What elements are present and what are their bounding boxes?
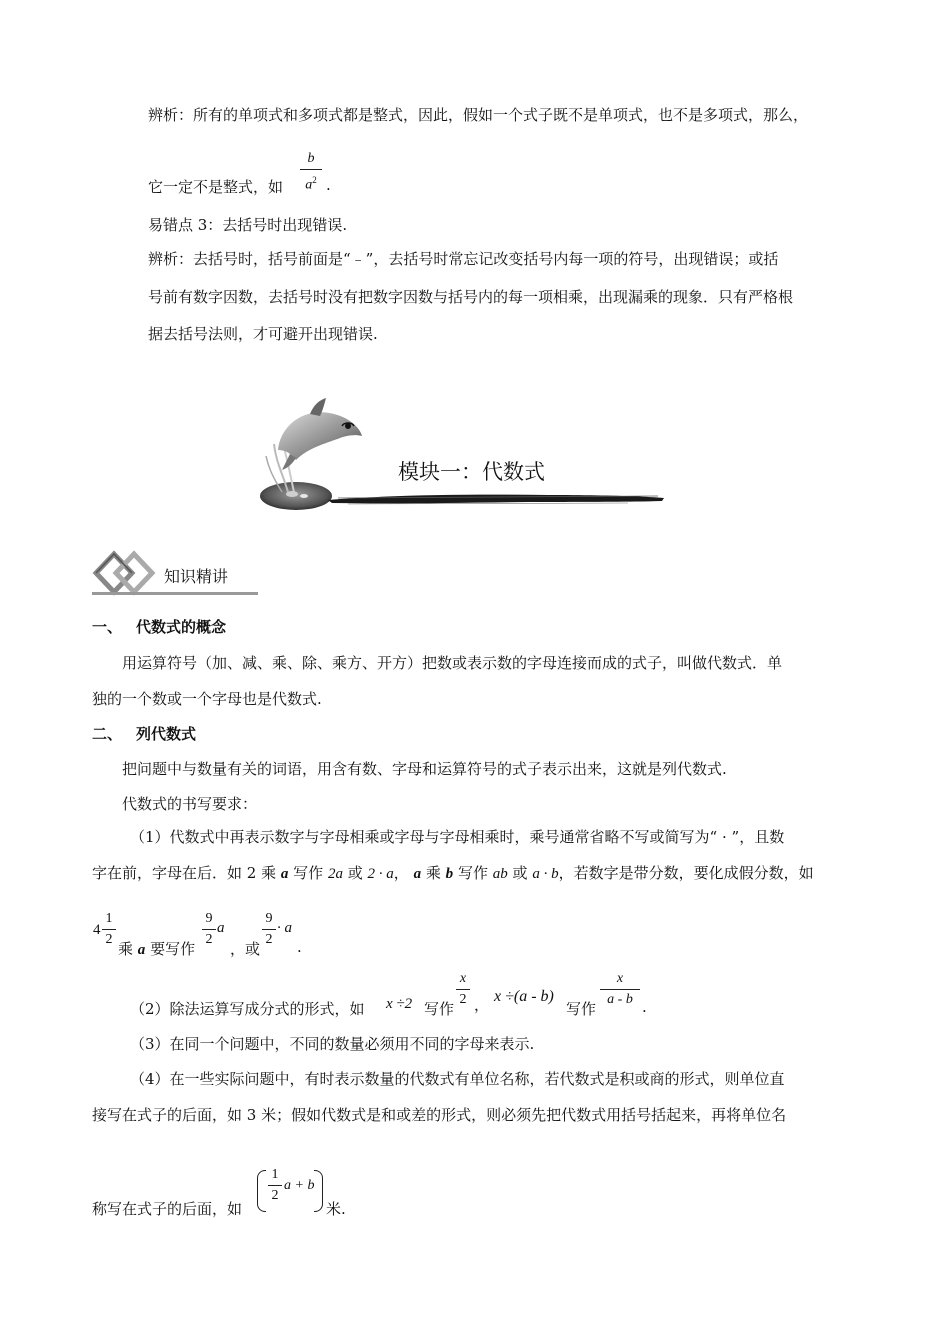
section-1-number: 一、 (92, 618, 123, 636)
paragraph-analysis-2-line3: 据去括号法则，才可避开出现错误. (148, 325, 378, 343)
section-underline (92, 592, 258, 595)
period: . (326, 176, 331, 194)
fraction-bar (268, 1185, 282, 1186)
text: 写作 (457, 864, 488, 882)
fraction-denominator: 2 (105, 932, 113, 947)
fraction-denominator: 2 (271, 1188, 279, 1203)
fraction-numerator: 9 (205, 911, 213, 926)
paragraph-analysis-1-line2 (148, 176, 283, 197)
fraction-denominator: 2 (459, 992, 467, 1007)
fraction-numerator: x (459, 971, 467, 986)
fraction-numerator: 1 (105, 911, 113, 926)
fraction-bar (600, 989, 640, 990)
fraction-denominator: $a^2$ (305, 175, 317, 193)
paren-right (314, 1170, 323, 1212)
var-b: b (445, 866, 454, 882)
fraction-bar (202, 929, 216, 930)
dot-var-a: · a (277, 920, 292, 936)
knowledge-diamond-icon (92, 548, 158, 598)
rule-2-text: （2）除法运算写成分式的形式，如 (130, 1000, 365, 1018)
rule-4-line1: （4）在一些实际问题中，有时表示数量的代数式有单位名称，若代数式是积或商的形式，则单位直 (130, 1070, 785, 1088)
expr-a-plus-b: a + b (284, 1178, 315, 1193)
fraction-1-over-2 (268, 1166, 282, 1205)
rule-1-line3 (118, 938, 195, 959)
rule-1-line2 (92, 862, 814, 883)
section-2-line2: 代数式的书写要求： (122, 795, 258, 813)
text: 或 (347, 864, 363, 882)
section-1-line2: 独的一个数或一个字母也是代数式. (92, 690, 322, 708)
expr-ab: ab (492, 866, 508, 882)
paren-left (257, 1170, 266, 1212)
period: . (297, 938, 302, 956)
fraction-numerator: 9 (265, 911, 273, 926)
var-a: a (217, 920, 225, 936)
expr-2a: 2a (327, 866, 343, 882)
fraction-bar (102, 929, 116, 930)
fraction-9-over-2 (202, 910, 216, 949)
paragraph-analysis-1-line1: 辨析：所有的单项式和多项式都是整式，因此，假如一个式子既不是单项式，也不是多项式，那么， (148, 106, 809, 124)
text: 字在前，字母在后．如 2 乘 (92, 864, 277, 882)
text: 乘 (425, 864, 441, 882)
fraction-numerator: b (307, 151, 315, 166)
section-1-line1: 用运算符号（加、减、乘、除、乘方、开方）把数或表示数的字母连接而成的式子，叫做代数式．单 (122, 654, 783, 672)
paragraph-error-point-3: 易错点 3：去括号时出现错误. (148, 216, 348, 234)
rule-1-line1: （1）代数式中再表示数字与字母相乘或字母与字母相乘时，乘号通常省略不写或简写为“ · ”，且数 (130, 828, 785, 846)
fraction-x-over-2 (456, 970, 470, 1009)
period: . (642, 998, 647, 1016)
fraction-bar (300, 169, 322, 170)
text: 或 (512, 864, 528, 882)
var-a: a (280, 866, 289, 882)
section-2-line1: 把问题中与数量有关的词语，用含有数、字母和运算符号的式子表示出来，这就是列代数式. (122, 760, 727, 778)
expr-x-div-a-minus-b: x ÷(a - b) (494, 988, 554, 1005)
text-written-as: 写作 (566, 1000, 597, 1018)
fraction-9-over-2-dot (262, 910, 276, 949)
fraction-bar (262, 929, 276, 930)
text: 乘 (118, 940, 134, 958)
fraction-numerator: x (616, 971, 624, 986)
fraction-numerator: 1 (271, 1167, 279, 1182)
section-2-title: 列代数式 (136, 725, 197, 743)
comma: ， (474, 996, 490, 1014)
fraction-x-over-a-minus-b (600, 970, 640, 1009)
text: 它一定不是整式，如 (148, 178, 284, 196)
fraction-denominator: 2 (265, 932, 273, 947)
rule-4-line3: 称写在式子的后面，如 (92, 1200, 243, 1218)
paragraph-analysis-2-line1: 辨析：去括号时，括号前面是“﹣”，去括号时常忘记改变括号内每一项的符号，出现错误；或括 (148, 250, 779, 268)
mixed-number-whole: 4 (93, 922, 101, 938)
expr-x-div-2: x ÷2 (386, 996, 413, 1012)
fraction-denominator: a - b (607, 992, 633, 1007)
rule-3: （3）在同一个问题中，不同的数量必须用不同的字母来表示. (130, 1035, 535, 1053)
fraction-denominator: 2 (205, 932, 213, 947)
text-written-as: 写作 (424, 1000, 455, 1018)
expr-2-dot-a: 2 · a (367, 866, 394, 882)
expr-a-dot-b: a · b (532, 866, 559, 882)
text: ，若数字是带分数，要化成假分数，如 (558, 864, 814, 882)
section-1-title: 代数式的概念 (136, 618, 227, 636)
section-label-knowledge: 知识精讲 (164, 567, 229, 586)
var-a: a (137, 942, 146, 958)
section-2-number: 二、 (92, 725, 123, 743)
text: 写作 (293, 864, 324, 882)
module-title: 模块一：代数式 (398, 460, 545, 484)
paragraph-analysis-2-line2: 号前有数字因数，去括号时没有把数字因数与括号内的每一项相乘，出现漏乘的现象．只有严格根 (148, 288, 794, 306)
text-or: ，或 (230, 940, 261, 958)
fraction-bar (456, 989, 470, 990)
rule-4-line2: 接写在式子的后面，如 3 米；假如代数式是和或差的形式，则必须先把代数式用括号括起来，再将单位名 (92, 1106, 787, 1124)
brush-stroke-divider (328, 490, 668, 508)
text-meter: 米. (326, 1200, 346, 1218)
fraction-b-over-a2 (300, 150, 322, 195)
var-a: a (413, 866, 422, 882)
text: ， (393, 864, 409, 882)
text: 要写作 (150, 940, 196, 958)
mixed-number-fraction (102, 910, 116, 949)
